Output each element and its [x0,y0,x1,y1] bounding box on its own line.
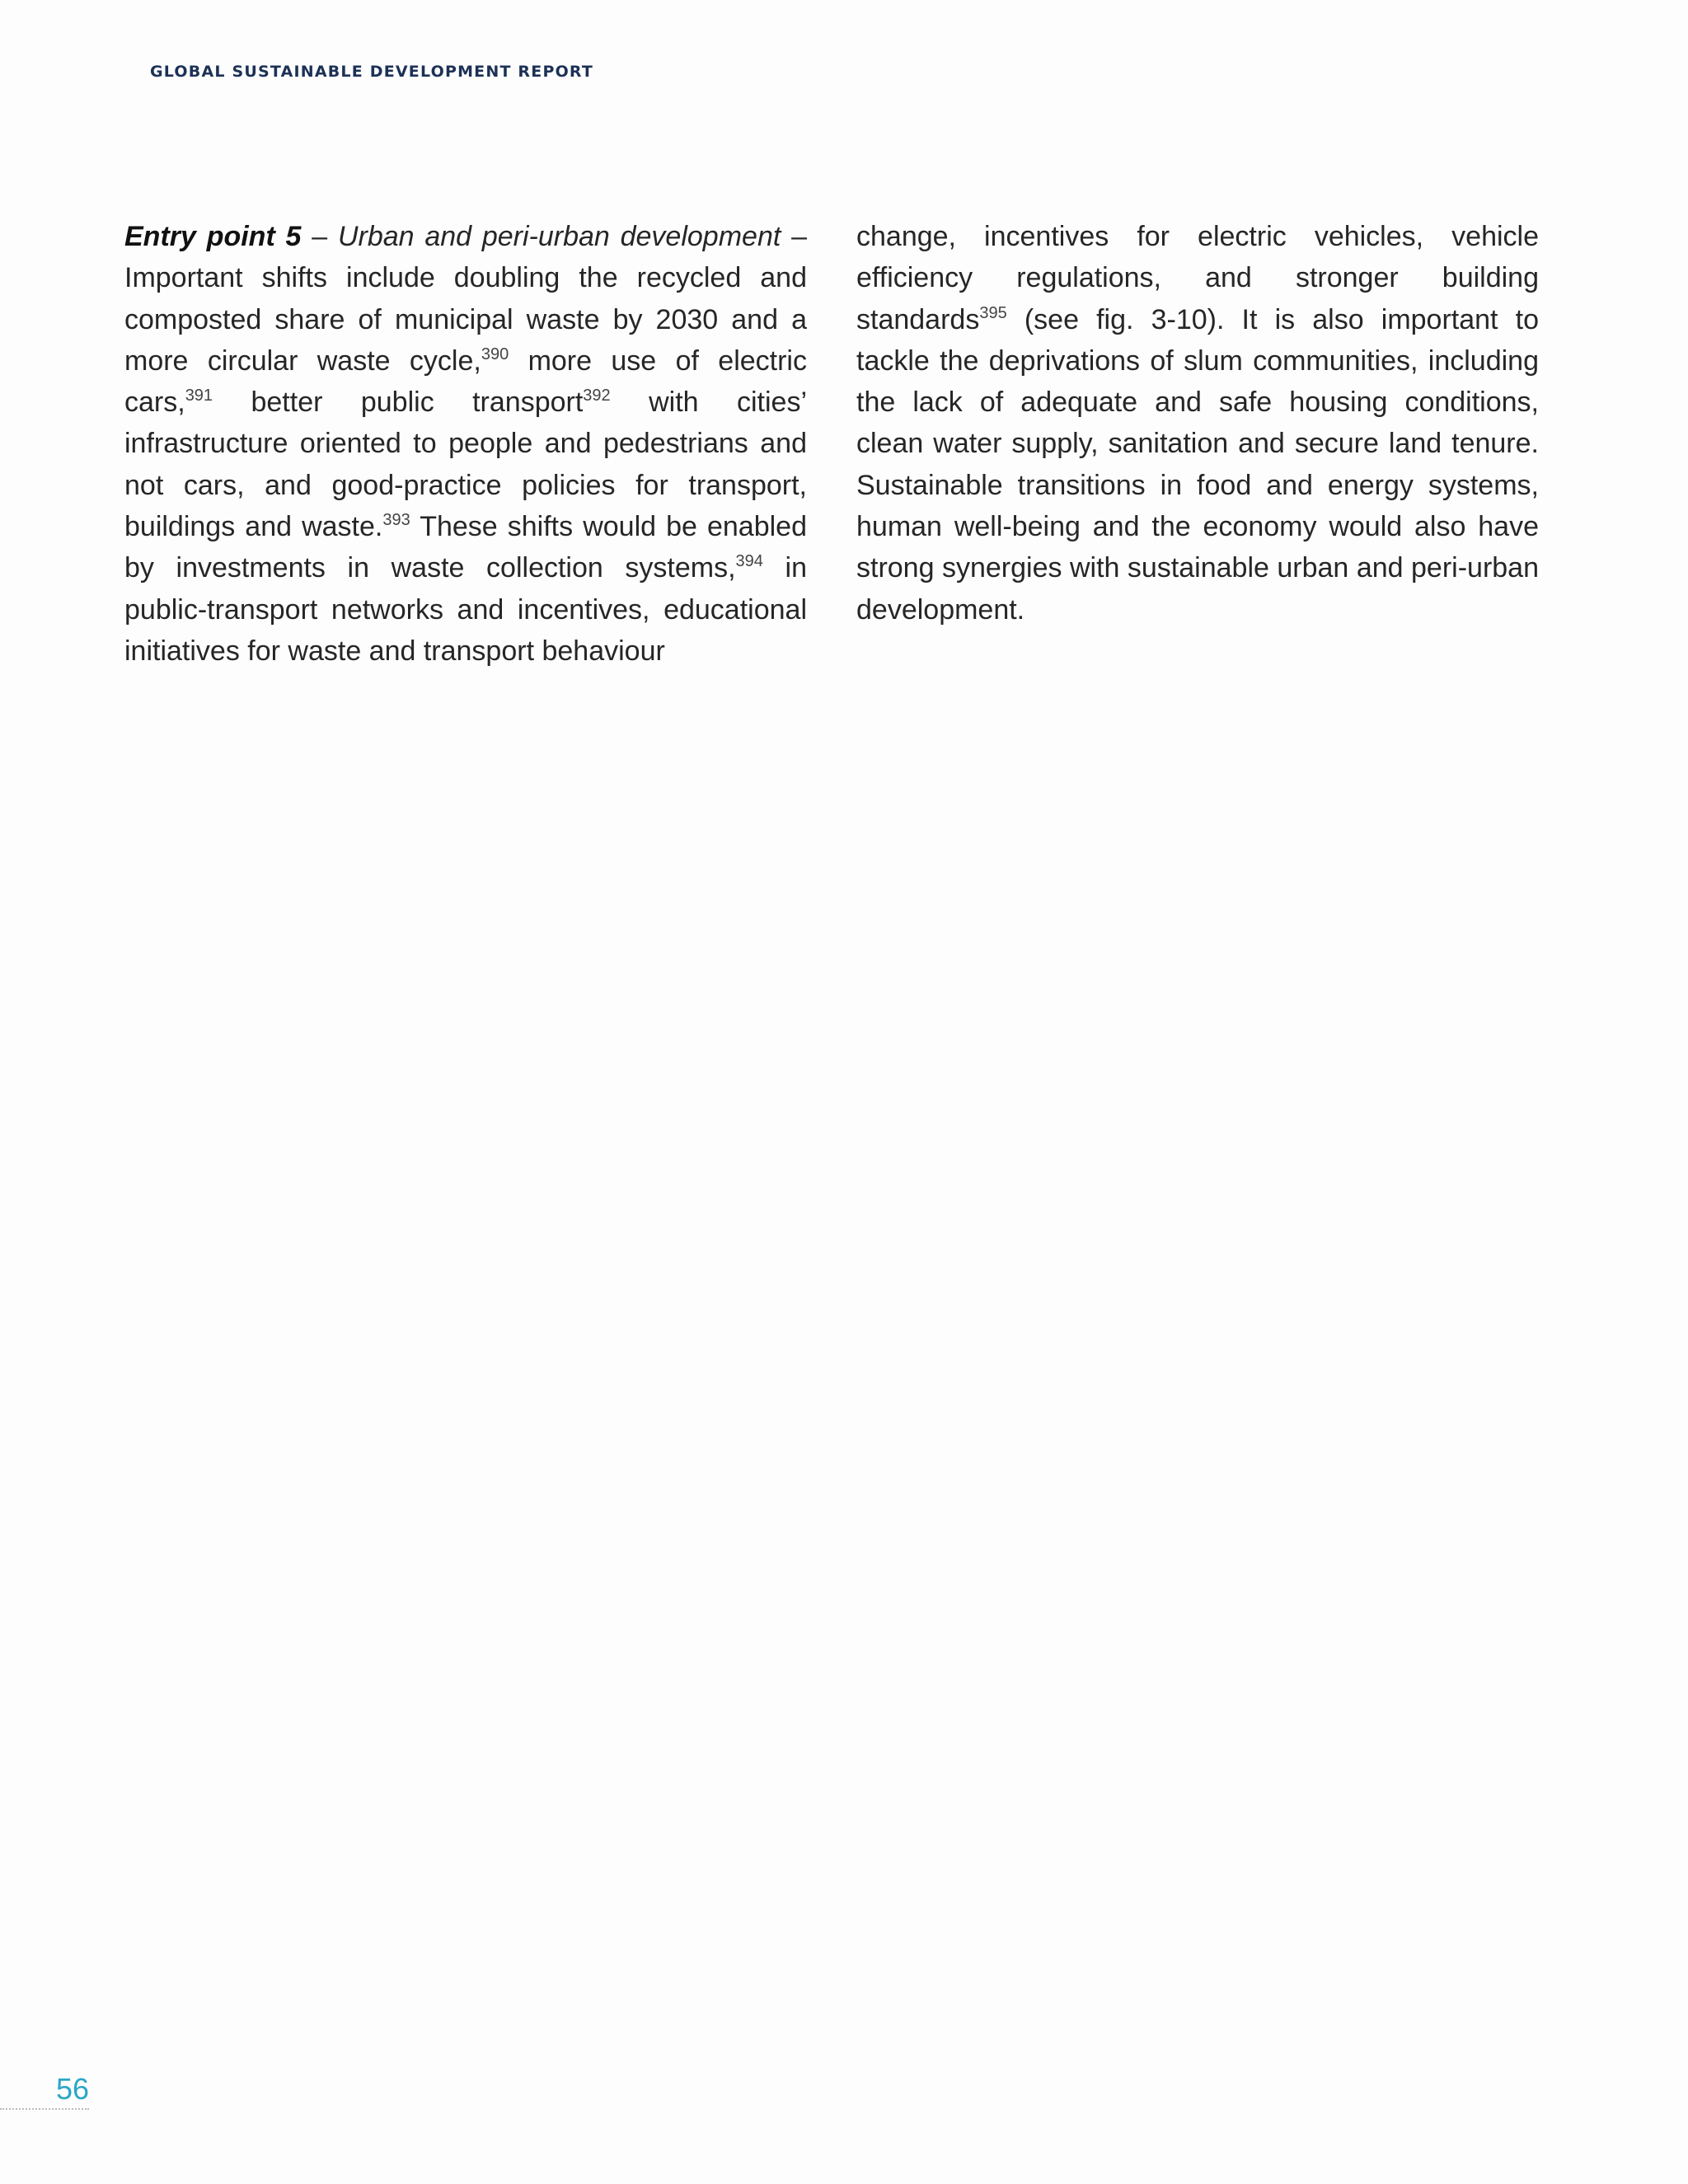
paragraph-text: change, incentives for electric vehicles, vehicle efficiency regulations, and stronger building standards [856,221,1539,335]
page-number-divider [0,2108,89,2110]
paragraph-text: These shifts would be enabled by investments in waste collection systems, [124,511,808,584]
paragraph-text: more use of electric cars, [124,344,807,419]
body-column-left [124,216,807,672]
footnote-ref-393: 393 [382,511,410,530]
page-number: 56 [56,2072,90,2106]
en-dash: – [781,221,807,252]
paragraph-text: (see fig. 3-10). It is also important to tackle the deprivations of slum communities, including the lack of adequate and safe housing conditions, clean water supply, sanitation and secure land tenure. Sustainable transitions in food and energy systems, human well-being and the economy would also have strong synergies with sustainable urban and peri-urban development. [856,303,1539,626]
en-dash: – [301,221,338,252]
footnote-ref-390: 390 [481,344,509,363]
body-column-right [856,216,1539,630]
paragraph-text: with cities’ infrastructure oriented to people and pedestrians and not cars, and good-practice policies for transport, buildings and waste. [124,387,808,543]
paragraph-text: Important shifts include doubling the recycled and composted share of municipal waste by 2030 and a more circular waste cycle, [124,262,807,377]
footnote-ref-391: 391 [185,387,213,405]
entry-point-topic: Urban and peri-urban development [337,221,781,252]
entry-point-label: Entry point 5 [124,221,302,252]
footnote-ref-394: 394 [735,552,763,571]
footnote-ref-395: 395 [979,303,1007,322]
running-header: GLOBAL SUSTAINABLE DEVELOPMENT REPORT [150,63,594,81]
footnote-ref-392: 392 [583,387,611,405]
paragraph-text: better public transport [213,387,584,419]
paragraph-text: in public-transport networks and incentives, educational initiatives for waste and transport behaviour [124,552,807,667]
